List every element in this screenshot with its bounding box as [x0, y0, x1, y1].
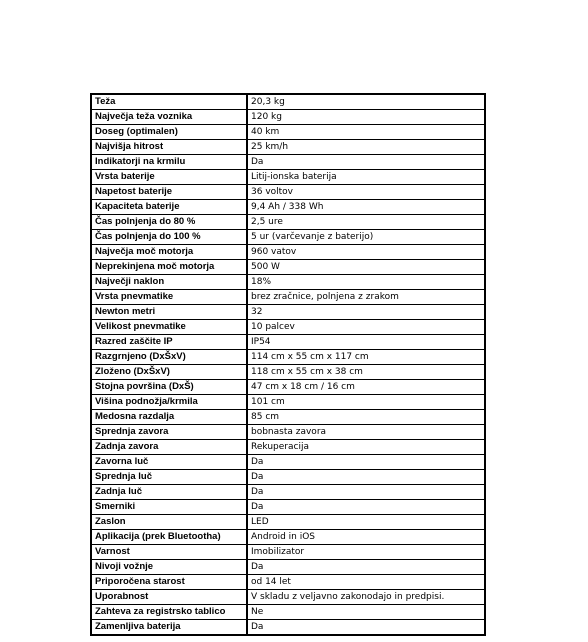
spec-label: Teža: [91, 94, 247, 110]
spec-row: [91, 395, 485, 410]
spec-value: Da: [247, 620, 485, 636]
spec-label: Zadnja zavora: [91, 440, 247, 455]
spec-label: Največji naklon: [91, 275, 247, 290]
spec-value: 85 cm: [247, 410, 485, 425]
spec-value: Da: [247, 455, 485, 470]
spec-label: Smerniki: [91, 500, 247, 515]
spec-row: [91, 110, 485, 125]
spec-value: Rekuperacija: [247, 440, 485, 455]
spec-value: 120 kg: [247, 110, 485, 125]
spec-row: [91, 515, 485, 530]
spec-row: [91, 125, 485, 140]
spec-label: Zamenljiva baterija: [91, 620, 247, 636]
spec-label: Medosna razdalja: [91, 410, 247, 425]
spec-row: [91, 425, 485, 440]
spec-label: Neprekinjena moč motorja: [91, 260, 247, 275]
spec-row: [91, 305, 485, 320]
spec-row: [91, 275, 485, 290]
spec-row: [91, 245, 485, 260]
spec-row: [91, 185, 485, 200]
spec-table-body: [91, 94, 485, 635]
spec-label: Stojna površina (DxŠ): [91, 380, 247, 395]
spec-row: [91, 440, 485, 455]
spec-value: od 14 let: [247, 575, 485, 590]
spec-value: brez zračnice, polnjena z zrakom: [247, 290, 485, 305]
spec-value: Da: [247, 470, 485, 485]
spec-label: Najvišja hitrost: [91, 140, 247, 155]
spec-row: [91, 215, 485, 230]
spec-value: LED: [247, 515, 485, 530]
spec-label: Največja moč motorja: [91, 245, 247, 260]
spec-value: Da: [247, 155, 485, 170]
spec-value: 20,3 kg: [247, 94, 485, 110]
spec-label: Največja teža voznika: [91, 110, 247, 125]
spec-row: [91, 560, 485, 575]
spec-row: [91, 575, 485, 590]
spec-label: Velikost pnevmatike: [91, 320, 247, 335]
spec-row: [91, 230, 485, 245]
spec-row: [91, 290, 485, 305]
spec-value: IP54: [247, 335, 485, 350]
spec-row: [91, 380, 485, 395]
spec-value: 960 vatov: [247, 245, 485, 260]
spec-value: V skladu z veljavno zakonodajo in predpisi.: [247, 590, 485, 605]
spec-label: Zloženo (DxŠxV): [91, 365, 247, 380]
spec-label: Vrsta pnevmatike: [91, 290, 247, 305]
spec-row: [91, 620, 485, 636]
spec-row: [91, 140, 485, 155]
spec-value: Litij-ionska baterija: [247, 170, 485, 185]
spec-label: Razgrnjeno (DxŠxV): [91, 350, 247, 365]
spec-row: [91, 530, 485, 545]
spec-label: Zahteva za registrsko tablico: [91, 605, 247, 620]
spec-label: Sprednja zavora: [91, 425, 247, 440]
spec-value: Ne: [247, 605, 485, 620]
spec-value: 47 cm x 18 cm / 16 cm: [247, 380, 485, 395]
spec-value: Android in iOS: [247, 530, 485, 545]
spec-label: Zaslon: [91, 515, 247, 530]
spec-label: Napetost baterije: [91, 185, 247, 200]
spec-row: [91, 155, 485, 170]
spec-row: [91, 485, 485, 500]
spec-value: 32: [247, 305, 485, 320]
spec-row: [91, 605, 485, 620]
spec-label: Kapaciteta baterije: [91, 200, 247, 215]
spec-row: [91, 200, 485, 215]
spec-value: 5 ur (varčevanje z baterijo): [247, 230, 485, 245]
spec-label: Priporočena starost: [91, 575, 247, 590]
spec-label: Čas polnjenja do 80 %: [91, 215, 247, 230]
spec-value: 500 W: [247, 260, 485, 275]
spec-row: [91, 410, 485, 425]
spec-value: 2,5 ure: [247, 215, 485, 230]
spec-row: [91, 350, 485, 365]
spec-label: Zavorna luč: [91, 455, 247, 470]
spec-value: 40 km: [247, 125, 485, 140]
spec-row: [91, 94, 485, 110]
spec-label: Sprednja luč: [91, 470, 247, 485]
spec-label: Razred zaščite IP: [91, 335, 247, 350]
spec-row: [91, 500, 485, 515]
spec-label: Indikatorji na krmilu: [91, 155, 247, 170]
spec-row: [91, 455, 485, 470]
spec-label: Newton metri: [91, 305, 247, 320]
spec-row: [91, 320, 485, 335]
spec-value: Da: [247, 560, 485, 575]
spec-value: bobnasta zavora: [247, 425, 485, 440]
spec-label: Varnost: [91, 545, 247, 560]
spec-value: Da: [247, 485, 485, 500]
spec-label: Zadnja luč: [91, 485, 247, 500]
spec-row: [91, 260, 485, 275]
spec-row: [91, 545, 485, 560]
spec-value: 9,4 Ah / 338 Wh: [247, 200, 485, 215]
spec-value: 18%: [247, 275, 485, 290]
spec-row: [91, 590, 485, 605]
spec-label: Doseg (optimalen): [91, 125, 247, 140]
spec-label: Vrsta baterije: [91, 170, 247, 185]
spec-label: Čas polnjenja do 100 %: [91, 230, 247, 245]
spec-row: [91, 470, 485, 485]
spec-value: Imobilizator: [247, 545, 485, 560]
spec-row: [91, 335, 485, 350]
spec-value: 118 cm x 55 cm x 38 cm: [247, 365, 485, 380]
spec-value: Da: [247, 500, 485, 515]
spec-row: [91, 365, 485, 380]
spec-label: Aplikacija (prek Bluetootha): [91, 530, 247, 545]
spec-label: Višina podnožja/krmila: [91, 395, 247, 410]
spec-value: 25 km/h: [247, 140, 485, 155]
spec-label: Nivoji vožnje: [91, 560, 247, 575]
spec-value: 36 voltov: [247, 185, 485, 200]
spec-table: [90, 93, 486, 636]
spec-value: 114 cm x 55 cm x 117 cm: [247, 350, 485, 365]
spec-value: 10 palcev: [247, 320, 485, 335]
spec-value: 101 cm: [247, 395, 485, 410]
spec-row: [91, 170, 485, 185]
spec-label: Uporabnost: [91, 590, 247, 605]
